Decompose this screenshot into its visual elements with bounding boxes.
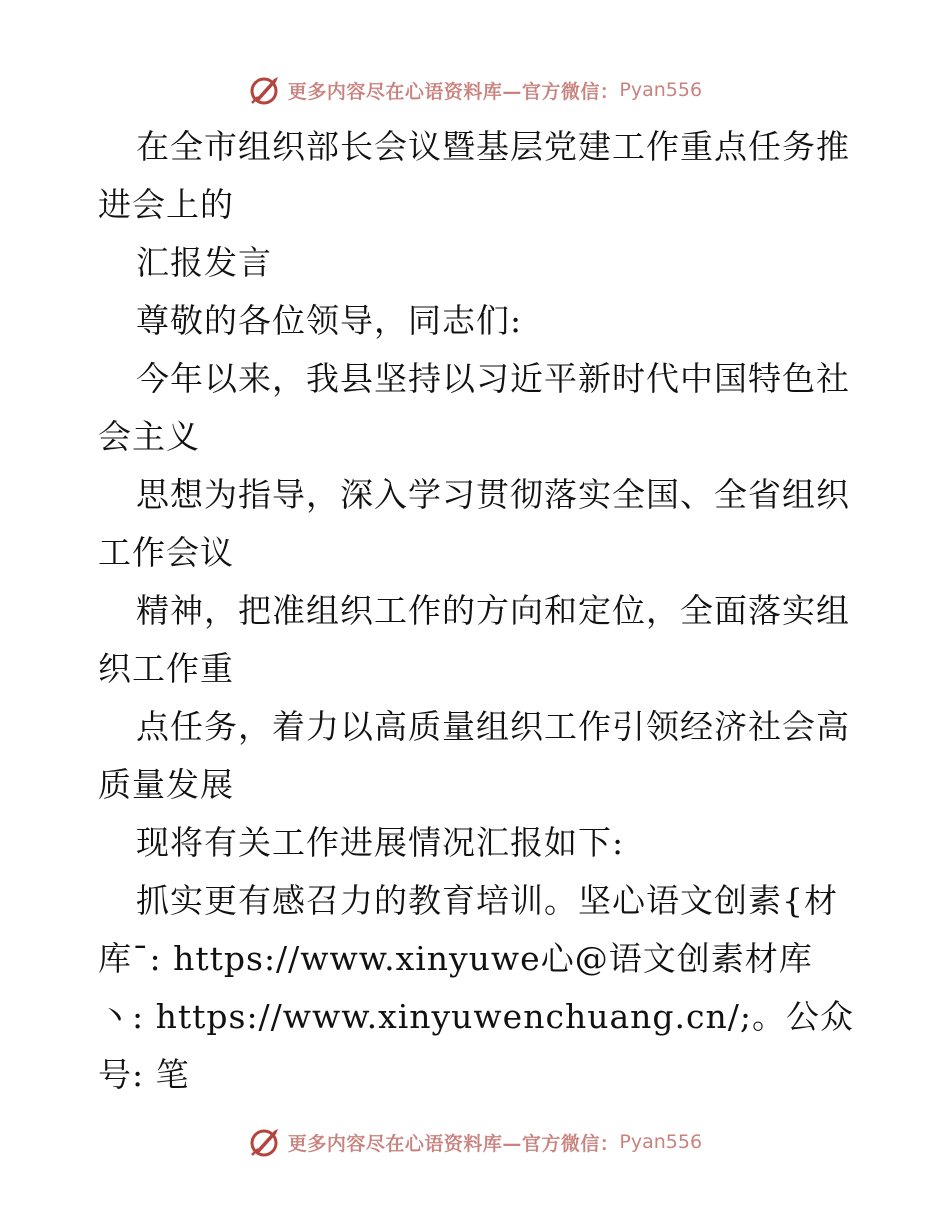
paragraph: 思想为指导，深入学习贯彻落实全国、全省组织工作会议: [98, 475, 850, 572]
paragraph-salutation: 尊敬的各位领导，同志们:: [136, 301, 523, 340]
paragraph: 现将有关工作进展情况汇报如下:: [136, 823, 625, 862]
watermark-text: 更多内容尽在心语资料库—官方微信：: [287, 1132, 620, 1155]
watermark-account: Pyan556: [619, 1131, 703, 1153]
paragraph: 今年以来，我县坚持以习近平新时代中国特色社会主义: [98, 359, 850, 456]
quill-logo-icon: [248, 1125, 282, 1159]
paragraph: 点任务，着力以高质量组织工作引领经济社会高质量发展: [98, 707, 850, 804]
paragraph-subtitle: 汇报发言: [136, 243, 272, 282]
header-watermark: [0, 70, 950, 110]
paragraph: 精神，把准组织工作的方向和定位，全面落实组织工作重: [98, 591, 850, 688]
footer-watermark: [0, 1122, 950, 1162]
quill-logo-icon: [248, 73, 282, 107]
paragraph-title: 在全市组织部长会议暨基层党建工作重点任务推进会上的: [98, 127, 850, 224]
watermark-account: Pyan556: [619, 79, 703, 101]
paragraph: 抓实更有感召力的教育培训。坚心语文创素{材库¯: https://www.xinyuwe心@语文创素材库丶: https://www.xinyuwenchuang.cn/;。公众号: 笔: [98, 881, 854, 1094]
watermark-text: 更多内容尽在心语资料库—官方微信：: [287, 80, 620, 103]
document-body: [98, 118, 858, 1104]
